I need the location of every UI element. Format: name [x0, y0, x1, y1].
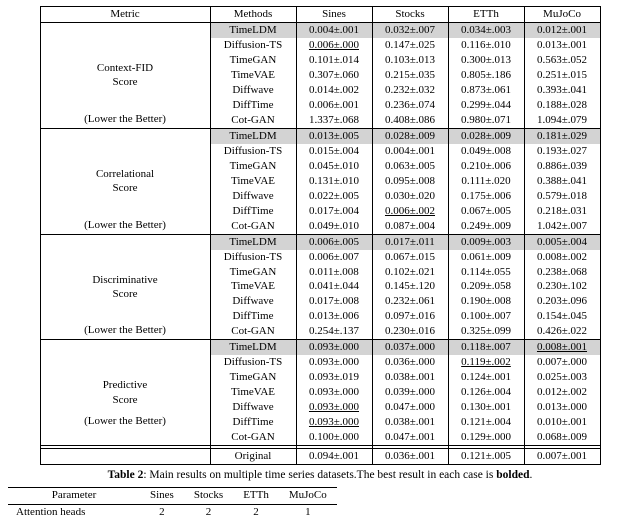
value-cell: 0.008±.002 [524, 250, 600, 265]
value-cell: 0.126±.004 [448, 385, 524, 400]
value-cell: 0.014±.002 [296, 83, 372, 98]
method-cell: TimeLDM [210, 234, 296, 249]
param-column-header-parameter: Parameter [8, 488, 140, 505]
parameter-table [8, 487, 337, 521]
value-cell: 0.145±.120 [372, 279, 448, 294]
value-cell: 0.008±.001 [524, 340, 600, 355]
value-cell: 0.017±.004 [296, 204, 372, 219]
method-cell: Original [210, 449, 296, 465]
param-value-cell: 2 [205, 505, 212, 518]
column-header-methods: Methods [210, 7, 296, 23]
value-cell: 0.047±.001 [372, 430, 448, 445]
value-cell: 0.093±.000 [296, 385, 372, 400]
method-cell: TimeGAN [210, 265, 296, 280]
value-cell: 0.124±.001 [448, 370, 524, 385]
value-cell: 0.017±.011 [372, 234, 448, 249]
value-cell: 0.032±.007 [372, 23, 448, 38]
value-cell: 0.011±.008 [296, 265, 372, 280]
value-cell: 0.393±.041 [524, 83, 600, 98]
caption-label: Table 2 [107, 469, 144, 482]
method-cell: Diffwave [210, 189, 296, 204]
value-cell: 0.579±.018 [524, 189, 600, 204]
value-cell: 0.093±.019 [296, 370, 372, 385]
value-cell: 1.042±.007 [524, 219, 600, 234]
method-cell: Cot-GAN [210, 430, 296, 445]
method-cell: Diffusion-TS [210, 38, 296, 53]
value-cell: 0.049±.010 [296, 219, 372, 234]
value-cell: 0.025±.003 [524, 370, 600, 385]
value-cell: 0.013±.005 [296, 128, 372, 143]
value-cell: 0.232±.032 [372, 83, 448, 98]
method-cell: TimeGAN [210, 159, 296, 174]
value-cell: 0.007±.000 [524, 355, 600, 370]
value-cell: 0.034±.003 [448, 23, 524, 38]
value-cell: 0.010±.001 [524, 415, 600, 430]
metric-name [44, 167, 207, 196]
value-cell: 0.061±.009 [448, 250, 524, 265]
value-cell: 0.426±.022 [524, 324, 600, 339]
value-cell: 0.154±.045 [524, 309, 600, 324]
value-cell: 0.017±.008 [296, 294, 372, 309]
value-cell: 1.337±.068 [296, 113, 372, 128]
metric-name [44, 273, 207, 302]
param-value-cell: 1 [305, 505, 311, 518]
method-cell: Cot-GAN [210, 324, 296, 339]
value-cell: 0.093±.000 [296, 415, 372, 430]
value-cell: 0.230±.102 [524, 279, 600, 294]
value-cell: 0.037±.000 [372, 340, 448, 355]
table-caption [0, 469, 640, 481]
metric-cell [40, 128, 210, 234]
value-cell: 0.119±.002 [448, 355, 524, 370]
param-column-header-etth: ETTh [233, 488, 279, 505]
results-table [40, 6, 601, 465]
value-cell: 0.209±.058 [448, 279, 524, 294]
method-cell: Diffusion-TS [210, 144, 296, 159]
table-row [40, 234, 600, 249]
value-cell: 0.218±.031 [524, 204, 600, 219]
value-cell: 0.249±.009 [448, 219, 524, 234]
value-cell: 0.175±.006 [448, 189, 524, 204]
value-cell: 0.203±.096 [524, 294, 600, 309]
value-cell: 0.121±.005 [448, 449, 524, 465]
value-cell: 0.093±.000 [296, 340, 372, 355]
table-row [40, 128, 600, 143]
metric-name [44, 378, 207, 407]
value-cell: 0.100±.007 [448, 309, 524, 324]
column-header-metric: Metric [40, 7, 210, 23]
metric-name-line: Correlational [95, 167, 155, 180]
value-cell: 0.210±.006 [448, 159, 524, 174]
value-cell: 0.013±.001 [524, 38, 600, 53]
column-header-etth: ETTh [448, 7, 524, 23]
metric-cell [40, 23, 210, 129]
metric-name-line: Context-FID [96, 62, 154, 75]
method-cell: DiffTime [210, 309, 296, 324]
value-cell: 0.015±.004 [296, 144, 372, 159]
method-cell: TimeLDM [210, 340, 296, 355]
value-cell: 0.805±.186 [448, 68, 524, 83]
table-row [40, 340, 600, 355]
metric-name-line: Score [112, 287, 138, 300]
value-cell: 0.100±.000 [296, 430, 372, 445]
column-header-stocks: Stocks [372, 7, 448, 23]
value-cell: 0.063±.005 [372, 159, 448, 174]
value-cell: 0.094±.001 [296, 449, 372, 465]
table-row [40, 23, 600, 38]
metric-name-line: Predictive [102, 379, 148, 392]
value-cell: 0.093±.000 [296, 400, 372, 415]
method-cell: TimeLDM [210, 23, 296, 38]
value-cell: 0.181±.029 [524, 128, 600, 143]
value-cell: 0.087±.004 [372, 219, 448, 234]
value-cell: 0.563±.052 [524, 53, 600, 68]
metric-name-line: Score [112, 182, 138, 195]
method-cell: TimeVAE [210, 279, 296, 294]
metric-name [44, 61, 207, 90]
value-cell: 0.300±.013 [448, 53, 524, 68]
method-cell: Cot-GAN [210, 219, 296, 234]
value-cell: 0.097±.016 [372, 309, 448, 324]
metric-name-line: Score [112, 393, 138, 406]
value-cell: 0.129±.000 [448, 430, 524, 445]
caption-period: . [529, 469, 533, 482]
value-cell: 0.006±.007 [296, 250, 372, 265]
value-cell: 0.103±.013 [372, 53, 448, 68]
metric-note: (Lower the Better) [84, 324, 166, 337]
value-cell: 0.116±.010 [448, 38, 524, 53]
value-cell: 0.013±.006 [296, 309, 372, 324]
results-table-header-row [40, 7, 600, 23]
value-cell: 0.006±.000 [296, 38, 372, 53]
original-row [40, 449, 600, 465]
method-cell: Diffwave [210, 83, 296, 98]
metric-note: (Lower the Better) [84, 218, 166, 231]
value-cell: 0.036±.001 [372, 449, 448, 465]
value-cell: 0.067±.005 [448, 204, 524, 219]
value-cell: 0.004±.001 [372, 144, 448, 159]
value-cell: 0.121±.004 [448, 415, 524, 430]
value-cell: 0.041±.044 [296, 279, 372, 294]
value-cell: 0.028±.009 [372, 128, 448, 143]
value-cell: 0.190±.008 [448, 294, 524, 309]
value-cell: 0.147±.025 [372, 38, 448, 53]
value-cell: 0.047±.000 [372, 400, 448, 415]
method-cell: TimeVAE [210, 68, 296, 83]
value-cell: 0.102±.021 [372, 265, 448, 280]
method-cell: Diffusion-TS [210, 355, 296, 370]
metric-note: (Lower the Better) [84, 415, 166, 428]
value-cell: 0.038±.001 [372, 370, 448, 385]
method-cell: Diffusion-TS [210, 250, 296, 265]
method-cell: Diffwave [210, 294, 296, 309]
value-cell: 0.006±.005 [296, 234, 372, 249]
value-cell: 0.236±.074 [372, 98, 448, 113]
value-cell: 0.873±.061 [448, 83, 524, 98]
value-cell: 0.068±.009 [524, 430, 600, 445]
method-cell: TimeLDM [210, 128, 296, 143]
value-cell: 0.038±.001 [372, 415, 448, 430]
value-cell: 0.307±.060 [296, 68, 372, 83]
value-cell: 0.299±.044 [448, 98, 524, 113]
method-cell: TimeVAE [210, 174, 296, 189]
param-name-cell: Attention heads [16, 505, 86, 518]
value-cell: 0.114±.055 [448, 265, 524, 280]
metric-cell [40, 340, 210, 446]
param-column-header-mujoco: MuJoCo [279, 488, 337, 505]
value-cell: 0.980±.071 [448, 113, 524, 128]
caption-text: : Main results on multiple time series datasets.The best result in each case is [143, 469, 497, 482]
method-cell: Cot-GAN [210, 113, 296, 128]
value-cell: 0.012±.001 [524, 23, 600, 38]
value-cell: 0.251±.015 [524, 68, 600, 83]
metric-name-line: Discriminative [92, 273, 158, 286]
param-column-header-stocks: Stocks [184, 488, 233, 505]
value-cell: 0.009±.003 [448, 234, 524, 249]
value-cell: 0.030±.020 [372, 189, 448, 204]
empty-metric-cell [40, 449, 210, 465]
column-header-sines: Sines [296, 7, 372, 23]
value-cell: 0.388±.041 [524, 174, 600, 189]
param-value-cell: 2 [159, 505, 165, 518]
value-cell: 0.130±.001 [448, 400, 524, 415]
column-header-mujoco: MuJoCo [524, 7, 600, 23]
value-cell: 0.325±.099 [448, 324, 524, 339]
value-cell: 0.232±.061 [372, 294, 448, 309]
value-cell: 0.012±.002 [524, 385, 600, 400]
value-cell: 0.013±.000 [524, 400, 600, 415]
method-cell: TimeGAN [210, 53, 296, 68]
value-cell: 0.006±.001 [296, 98, 372, 113]
value-cell: 0.188±.028 [524, 98, 600, 113]
param-value-cell: 2 [253, 505, 259, 518]
metric-cell [40, 234, 210, 340]
method-cell: TimeVAE [210, 385, 296, 400]
value-cell: 0.005±.004 [524, 234, 600, 249]
value-cell: 0.022±.005 [296, 189, 372, 204]
value-cell: 0.036±.000 [372, 355, 448, 370]
value-cell: 0.004±.001 [296, 23, 372, 38]
value-cell: 0.230±.016 [372, 324, 448, 339]
value-cell: 0.093±.000 [296, 355, 372, 370]
metric-name-line: Score [112, 76, 138, 89]
method-cell: DiffTime [210, 204, 296, 219]
value-cell: 0.045±.010 [296, 159, 372, 174]
param-column-header-sines: Sines [140, 488, 184, 505]
value-cell: 0.039±.000 [372, 385, 448, 400]
value-cell: 0.215±.035 [372, 68, 448, 83]
value-cell: 0.254±.137 [296, 324, 372, 339]
value-cell: 0.006±.002 [372, 204, 448, 219]
method-cell: DiffTime [210, 98, 296, 113]
value-cell: 0.118±.007 [448, 340, 524, 355]
value-cell: 0.049±.008 [448, 144, 524, 159]
value-cell: 0.408±.086 [372, 113, 448, 128]
value-cell: 0.095±.008 [372, 174, 448, 189]
parameter-table-header-row [8, 488, 337, 505]
method-cell: DiffTime [210, 415, 296, 430]
value-cell: 0.886±.039 [524, 159, 600, 174]
value-cell: 0.067±.015 [372, 250, 448, 265]
value-cell: 0.111±.020 [448, 174, 524, 189]
value-cell: 0.101±.014 [296, 53, 372, 68]
caption-bold-word: bolded [496, 469, 530, 482]
value-cell: 0.131±.010 [296, 174, 372, 189]
method-cell: Diffwave [210, 400, 296, 415]
param-row [8, 504, 337, 520]
value-cell: 0.007±.001 [524, 449, 600, 465]
value-cell: 0.028±.009 [448, 128, 524, 143]
value-cell: 0.238±.068 [524, 265, 600, 280]
value-cell: 1.094±.079 [524, 113, 600, 128]
metric-note: (Lower the Better) [84, 112, 166, 125]
method-cell: TimeGAN [210, 370, 296, 385]
value-cell: 0.193±.027 [524, 144, 600, 159]
